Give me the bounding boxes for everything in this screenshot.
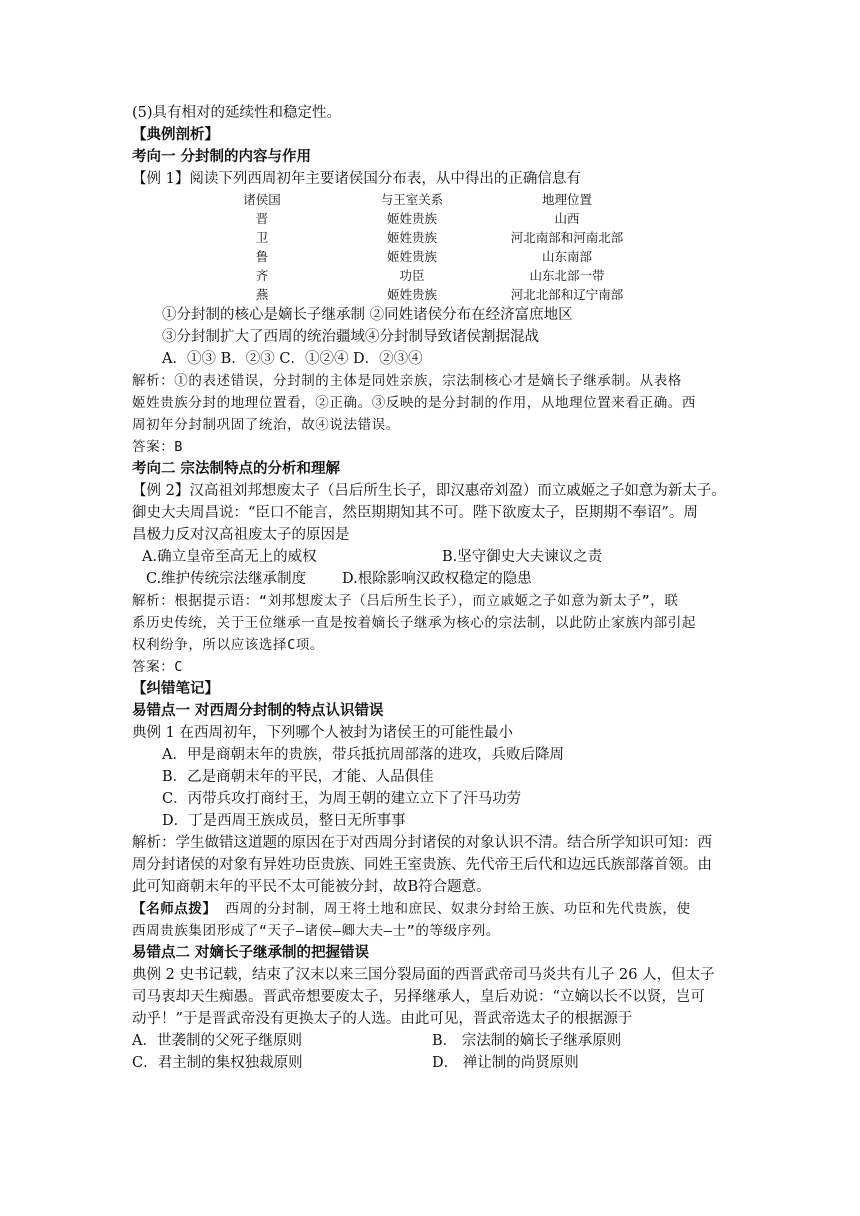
error-2-question: 典例 2 史书记载，结束了汉末以来三国分裂局面的西晋武帝司马炎共有儿子 26 人，但太子 bbox=[132, 967, 715, 983]
table-cell: 河北南部和河南北部 bbox=[510, 230, 624, 245]
example-2-question: 【例 2】汉高祖刘邦想废太子（吕后所生长子，即汉惠帝刘盈）而立戚姬之子如意为新太子。 bbox=[132, 483, 726, 499]
topic-title-2: 考向二 宗法制特点的分析和理解 bbox=[132, 461, 341, 477]
option-d: D． 禅让制的尚贤原则 bbox=[432, 1055, 579, 1071]
table-cell: 姬姓贵族 bbox=[386, 287, 437, 302]
table-header-row bbox=[182, 190, 652, 209]
option-line: A．甲是商朝末年的贵族，带兵抵抗周部落的进攻，兵败后降周 bbox=[162, 747, 564, 763]
analysis-line: 周分封诸侯的对象有异姓功臣贵族、同姓王室贵族、先代帝王后代和边远氏族部落首领。由 bbox=[132, 857, 712, 873]
table-cell: 姬姓贵族 bbox=[386, 249, 437, 264]
statement-line: ①分封制的核心是嫡长子继承制 ②同姓诸侯分布在经济富庶地区 bbox=[162, 307, 573, 323]
options-row bbox=[132, 568, 732, 590]
analysis-line: 姬姓贵族分封的地理位置看，②正确。③反映的是分封制的作用，从地理位置来看正确。西 bbox=[132, 395, 696, 411]
teacher-tip-label: 【名师点拨】 bbox=[132, 901, 217, 917]
option-line: C．丙带兵攻打商纣王，为周王朝的建立立下了汗马功劳 bbox=[162, 791, 522, 807]
option-a: A.确立皇帝至高无上的威权 bbox=[142, 549, 317, 565]
example-2-question: 昌极力反对汉高祖废太子的原因是 bbox=[132, 527, 350, 543]
topic-title-1: 考向一 分封制的内容与作用 bbox=[132, 149, 312, 165]
table-row bbox=[182, 285, 652, 304]
option-d: D.根除影响汉政权稳定的隐患 bbox=[342, 571, 532, 587]
option-c: C.维护传统宗法继承制度 bbox=[146, 571, 307, 587]
analysis-line: 周初年分封制巩固了统治，故④说法错误。 bbox=[132, 417, 400, 433]
option-a: A．世袭制的父死子继原则 bbox=[132, 1033, 302, 1049]
table-cell: 晋 bbox=[255, 211, 269, 226]
options-row bbox=[132, 1030, 732, 1052]
error-point-title-1: 易错点一 对西周分封制的特点认识错误 bbox=[132, 703, 384, 719]
analysis-line: 此可知商朝末年的平民不太可能被分封，故B符合题意。 bbox=[132, 879, 491, 895]
options-row bbox=[132, 1052, 732, 1074]
table-header: 与王室关系 bbox=[380, 192, 444, 207]
table-cell: 姬姓贵族 bbox=[386, 230, 437, 245]
table-cell: 河北北部和辽宁南部 bbox=[510, 287, 624, 302]
table-cell: 山东北部一带 bbox=[529, 268, 605, 283]
section-heading-errors: 【纠错笔记】 bbox=[132, 681, 219, 697]
table-header: 地理位置 bbox=[541, 192, 592, 207]
table-cell: 姬姓贵族 bbox=[386, 211, 437, 226]
answer-options: A．①③ B．②③ C．①②④ D．②③④ bbox=[162, 351, 423, 367]
answer-line: 答案：B bbox=[132, 439, 184, 455]
table-cell: 燕 bbox=[255, 287, 269, 302]
option-b: B.坚守御史大夫谏议之责 bbox=[442, 549, 603, 565]
table-row bbox=[182, 266, 652, 285]
table-cell: 山东南部 bbox=[541, 249, 592, 264]
table-cell: 鲁 bbox=[255, 249, 269, 264]
option-b: B． 宗法制的嫡长子继承原则 bbox=[432, 1033, 622, 1049]
section-heading-examples: 【典例剖析】 bbox=[132, 127, 219, 143]
option-line: B．乙是商朝末年的平民，才能、人品俱佳 bbox=[162, 769, 434, 785]
teacher-tip-line bbox=[132, 898, 732, 920]
table-header: 诸侯国 bbox=[243, 192, 281, 207]
option-c: C．君主制的集权独裁原则 bbox=[132, 1055, 303, 1071]
table-cell: 卫 bbox=[255, 230, 269, 245]
answer-line: 答案：C bbox=[132, 659, 184, 675]
analysis-line: 解析：①的表述错误，分封制的主体是同姓亲族，宗法制核心才是嫡长子继承制。从表格 bbox=[132, 373, 682, 389]
analysis-line: 系历史传统，关于王位继承一直是按着嫡长子继承为核心的宗法制，以此防止家族内部引起 bbox=[132, 615, 696, 631]
example-1-question: 【例 1】阅读下列西周初年主要诸侯国分布表，从中得出的正确信息有 bbox=[132, 171, 581, 187]
intro-line: (5)具有相对的延续性和稳定性。 bbox=[132, 105, 342, 121]
fief-states-table bbox=[182, 190, 652, 304]
table-cell: 山西 bbox=[554, 211, 580, 226]
example-2-question: 御史大夫周昌说：“臣口不能言，然臣期期知其不可。陛下欲废太子，臣期期不奉诏”。周 bbox=[132, 505, 698, 521]
document-page bbox=[132, 102, 732, 1074]
table-row bbox=[182, 247, 652, 266]
analysis-line: 解析：根据提示语：“刘邦想废太子（吕后所生长子），而立戚姬之子如意为新太子”，联 bbox=[132, 593, 679, 609]
analysis-line: 解析：学生做错这道题的原因在于对西周分封诸侯的对象认识不清。结合所学知识可知：西 bbox=[132, 835, 712, 851]
statement-line: ③分封制扩大了西周的统治疆域④分封制导致诸侯割据混战 bbox=[162, 329, 539, 345]
error-2-question: 动乎！”于是晋武帝没有更换太子的人选。由此可见，晋武帝选太子的根据源于 bbox=[132, 1011, 633, 1027]
options-row bbox=[132, 546, 732, 568]
analysis-line: 权利纷争，所以应该选择C项。 bbox=[132, 637, 325, 653]
error-point-title-2: 易错点二 对嫡长子继承制的把握错误 bbox=[132, 945, 370, 961]
table-row bbox=[182, 228, 652, 247]
teacher-tip-text: 西周的分封制，周王将土地和庶民、奴隶分封给王族、功臣和先代贵族，使 bbox=[216, 901, 691, 917]
error-2-question: 司马衷却天生痴愚。晋武帝想要废太子，另择继承人，皇后劝说：“立嫡以长不以贤，岂可 bbox=[132, 989, 705, 1005]
option-line: D．丁是西周王族成员，整日无所事事 bbox=[162, 813, 406, 829]
table-row bbox=[182, 209, 652, 228]
table-cell: 功臣 bbox=[399, 268, 425, 283]
table-cell: 齐 bbox=[255, 268, 269, 283]
teacher-tip-line: 西周贵族集团形成了“天子—诸侯—卿大夫—士”的等级序列。 bbox=[132, 923, 500, 939]
error-1-question: 典例 1 在西周初年，下列哪个人被封为诸侯王的可能性最小 bbox=[132, 725, 513, 741]
